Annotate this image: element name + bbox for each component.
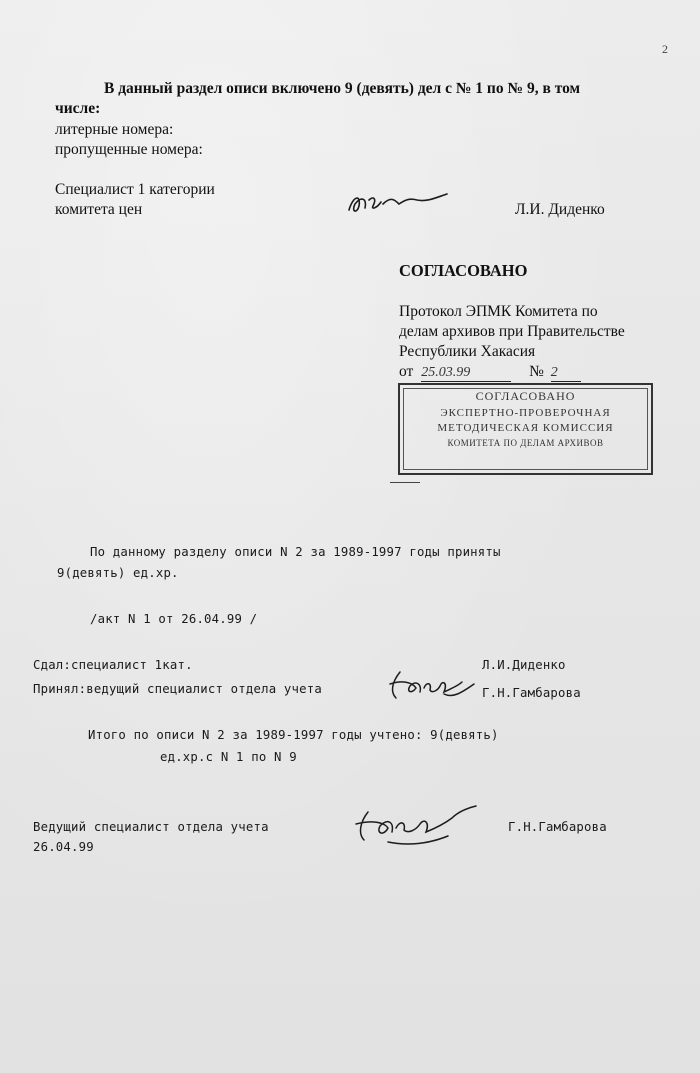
approval-line-2: делам архивов при Правительстве — [399, 323, 625, 340]
stamp-line-4: КОМИТЕТА ПО ДЕЛАМ АРХИВОВ — [447, 438, 604, 448]
lead-specialist-signature — [348, 800, 488, 852]
act-reference: /акт N 1 от 26.04.99 / — [90, 612, 258, 626]
stamp-line-1: СОГЛАСОВАНО — [475, 389, 576, 403]
page-number: 2 — [662, 42, 668, 56]
approval-heading: СОГЛАСОВАНО — [399, 261, 528, 280]
received-name: Г.Н.Гамбарова — [482, 686, 581, 700]
received-label: Принял:ведущий специалист отдела учета — [33, 682, 322, 696]
approval-line-3: Республики Хакасия — [399, 343, 536, 360]
approval-date-prefix: от — [399, 363, 414, 380]
approval-line-1: Протокол ЭПМК Комитета по — [399, 303, 598, 320]
intro-line-1: В данный раздел описи включено 9 (девять) дел с № 1 по № 9, в том — [104, 80, 581, 97]
accepted-line-1: По данному разделу описи N 2 за 1989-1997 годы приняты — [90, 545, 501, 559]
lead-specialist-label: Ведущий специалист отдела учета — [33, 820, 269, 834]
intro-line-2: числе: — [55, 100, 101, 117]
stamp-line-2: ЭКСПЕРТНО-ПРОВЕРОЧНАЯ — [440, 407, 611, 419]
lead-specialist-name: Г.Н.Гамбарова — [508, 820, 607, 834]
compiler-name: Л.И. Диденко — [515, 201, 605, 218]
literal-numbers: литерные номера: — [55, 121, 174, 138]
lead-specialist-date: 26.04.99 — [33, 840, 94, 854]
compiler-position-1: Специалист 1 категории — [55, 181, 215, 198]
stamp-line-3: МЕТОДИЧЕСКАЯ КОМИССИЯ — [437, 422, 614, 434]
compiler-signature — [343, 186, 463, 220]
missing-numbers: пропущенные номера: — [55, 141, 203, 158]
compiler-position-2: комитета цен — [55, 201, 143, 218]
stamp-underline-mark — [390, 482, 420, 483]
total-line-1: Итого по описи N 2 за 1989-1997 годы учтено: 9(девять) — [88, 728, 499, 742]
approval-date-value: 25.03.99 — [421, 365, 511, 382]
approval-number-value: 2 — [551, 365, 581, 382]
accepted-line-2: 9(девять) ед.хр. — [57, 566, 179, 580]
handed-over-label: Сдал:специалист 1кат. — [33, 658, 193, 672]
receiver-signature — [382, 664, 482, 706]
handed-over-name: Л.И.Диденко — [482, 658, 566, 672]
approval-stamp — [398, 383, 653, 475]
total-line-2: ед.хр.с N 1 по N 9 — [160, 750, 297, 764]
approval-date-row — [399, 363, 581, 382]
approval-number-prefix: № — [529, 363, 544, 380]
